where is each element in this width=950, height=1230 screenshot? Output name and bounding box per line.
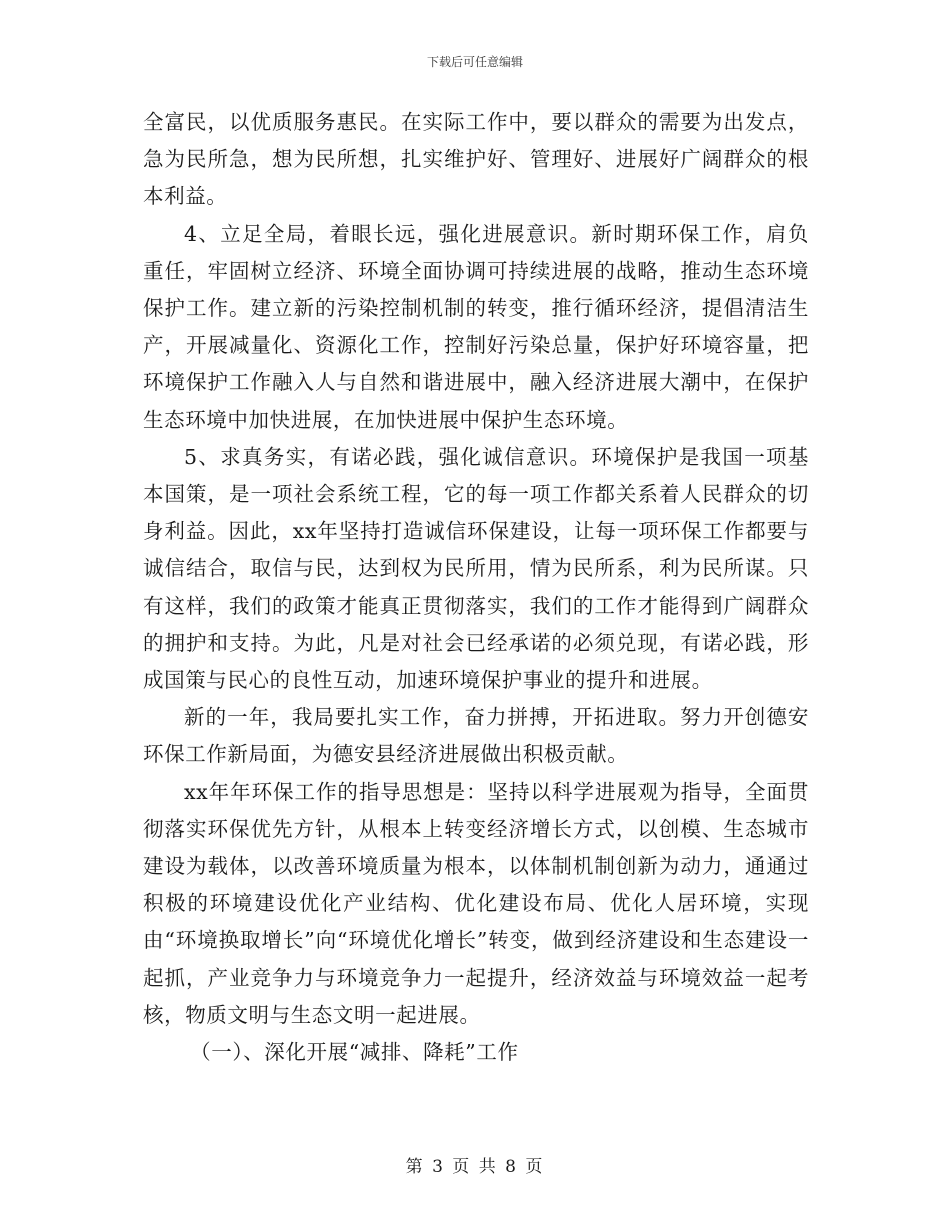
paragraph-5: xx年年环保工作的指导思想是：坚持以科学进展观为指导，全面贯彻落实环保优先方针，从根本上转变经济增长方式，以创模、生态城市建设为载体，以改善环境质量为根本，以体制机制创新为动力，通通过积极的环境建设优化产业结构、优化建设布局、优化人居环境，实现由“环境换取增长”向“环境优化增长”转变，做到经济建设和生态建设一起抓，产业竞争力与环境竞争力一起提升，经济效益与环境效益一起考核，物质文明与生态文明一起进展。 bbox=[143, 779, 809, 1027]
section-heading: （一）、深化开展“减排、降耗”工作 bbox=[190, 1040, 519, 1065]
paragraph-2: 4、立足全局，着眼长远，强化进展意识。新时期环保工作，肩负重任，牢固树立经济、环境全面协调可持续进展的战略，推动生态环境保护工作。建立新的污染控制机制的转变，推行循环经济，提倡清洁生产，开展减量化、资源化工作，控制好污染总量，保护好环境容量，把环境保护工作融入人与自然和谐进展中，融入经济进展大潮中，在保护生态环境中加快进展，在加快进展中保护生态环境。 bbox=[143, 221, 809, 432]
document-body bbox=[143, 104, 809, 1071]
paragraph-3: 5、求真务实，有诺必践，强化诚信意识。环境保护是我国一项基本国策，是一项社会系统工程，它的每一项工作都关系着人民群众的切身利益。因此，xx年坚持打造诚信环保建设，让每一项环保工作都要与诚信结合，取信与民，达到权为民所用，情为民所系，利为民所谋。只有这样，我们的政策才能真正贯彻落实，我们的工作才能得到广阔群众的拥护和支持。为此，凡是对社会已经承诺的必须兑现，有诺必践，形成国策与民心的良性互动，加速环境保护事业的提升和进展。 bbox=[143, 444, 809, 693]
header-note: 下载后可任意编辑 bbox=[426, 55, 523, 69]
paragraph-4: 新的一年，我局要扎实工作，奋力拼搏，开拓进取。努力开创德安环保工作新局面，为德安县经济进展做出积极贡献。 bbox=[143, 705, 809, 767]
page-number: 第 3 页 共 8 页 bbox=[405, 1157, 545, 1177]
paragraph-1: 全富民，以优质服务惠民。在实际工作中，要以群众的需要为出发点，急为民所急，想为民所想，扎实维护好、管理好、进展好广阔群众的根本利益。 bbox=[143, 110, 809, 209]
